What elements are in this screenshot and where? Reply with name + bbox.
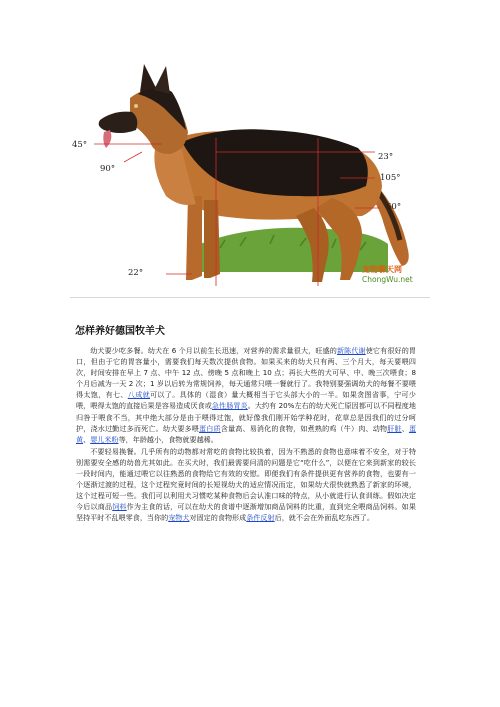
article-text: 幼犬要少吃多餐。幼犬在 6 个月以前生长迅速，对营养的需求量很大，旺盛的: [90, 346, 337, 355]
watermark-logo: [362, 265, 413, 285]
article-text: 对固定的食物形成: [189, 513, 247, 523]
angle-45-label: 45°: [72, 140, 88, 150]
article-text: 后，就不会在外面乱吃东西了。: [274, 513, 374, 523]
article-link[interactable]: 八成就: [127, 390, 150, 400]
article-link[interactable]: 饲料: [112, 502, 127, 512]
article-text: 不要轻易换餐。几乎所有的动物都对常吃的食物比较执着，因为不熟悉的食物也意味着不安全，对于特别需要安全感的幼兽尤其如此。在买犬时，我们最需要问清的问题是它“吃什么”，以便在它来到新家的较长一段时间内，能通过喂它以往熟悉的食物给它有效的安慰。即便我们有条件提供更有营养的食物，也要有一个逐渐过渡的过程，这个过程究竟时间的长短视幼犬的适应情况而定，如果幼犬很快就熟悉了新家的环境，这个过程可短一些。我们可以利用犬习惯吃某种食物后会认准口味的特点，从小就进行认食训练。假如决定今后以商品: [76, 446, 416, 512]
article-link[interactable]: 急性肠胃炎: [211, 401, 248, 411]
watermark-line2: ChongWu.net: [362, 275, 413, 284]
article-title: 怎样养好德国牧羊犬: [75, 326, 165, 337]
angle-23-label: 23°: [378, 152, 394, 162]
article-body: [76, 345, 416, 525]
article-text: 、: [401, 423, 409, 433]
article-text: 含量高、易消化的食物，如煮熟的鸡（牛）肉、动物: [220, 423, 388, 433]
watermark-line1: 宠物聊天网: [362, 265, 402, 274]
german-shepherd-illustration: [70, 58, 430, 294]
article-link[interactable]: 条件反射: [246, 513, 275, 523]
angle-22-label: 22°: [128, 268, 144, 278]
article-link[interactable]: 肝脏: [387, 423, 402, 433]
article-text: 使它有很好的胃口，但由于它的胃容量小，需要我们每天数次提供食物。如果买来的幼犬只有两、三个月大，每天要喂四次，时间安排在早上 7 点、中午 12 点、傍晚 5 点和晚上 10 点；再长大些的犬可早、中、晚三次喂食；8 个月后减为一天 2 次；1 岁以后转为常规饲养，每天通常只喂一餐就行了。我特别要强调幼犬的每餐不要喂得太饱，有七、: [76, 346, 417, 400]
article-link[interactable]: 蛋黄: [76, 423, 417, 444]
article-link[interactable]: 婴儿米粉: [90, 434, 119, 444]
article-link[interactable]: 蛋白质: [199, 423, 221, 433]
angle-105-label: 105°: [380, 173, 401, 183]
article-text: 、: [83, 434, 91, 444]
paragraph-feeding-frequency: [76, 345, 416, 445]
dog-figure: [70, 58, 430, 294]
article-text: 等，年龄越小，食物就要越稀。: [118, 434, 218, 444]
divider: [70, 297, 430, 298]
article-text: 。大约有 20%左右的幼犬死亡原因都可以不同程度地归咎于喂食不当，其中绝大部分是由于喂得过饱，就好像我们刚开始学种花时，花草总是因我们的过分呵护，浇水过勤过多而死亡。幼犬要多喂: [76, 401, 417, 433]
article-link[interactable]: 新陈代谢: [336, 346, 366, 355]
article-text: 作为主食的话，可以在幼犬的食谱中逐渐增加商品饲料的比重，直到完全喂商品饲料。如果坚持平时不乱喂零食，当你的: [76, 502, 417, 523]
angle-90-label: 90°: [100, 164, 116, 174]
article-link[interactable]: 宠物犬: [168, 513, 190, 523]
angle-60-label: 60°: [386, 202, 402, 212]
article-text: 可以了。具体的（湿食）量大概相当于它头部大小的一半。如果贪图省事，宁可少喂，喂得太饱的直接后果是容易造成厌食或: [76, 390, 417, 411]
paragraph-food-change: [76, 446, 416, 524]
